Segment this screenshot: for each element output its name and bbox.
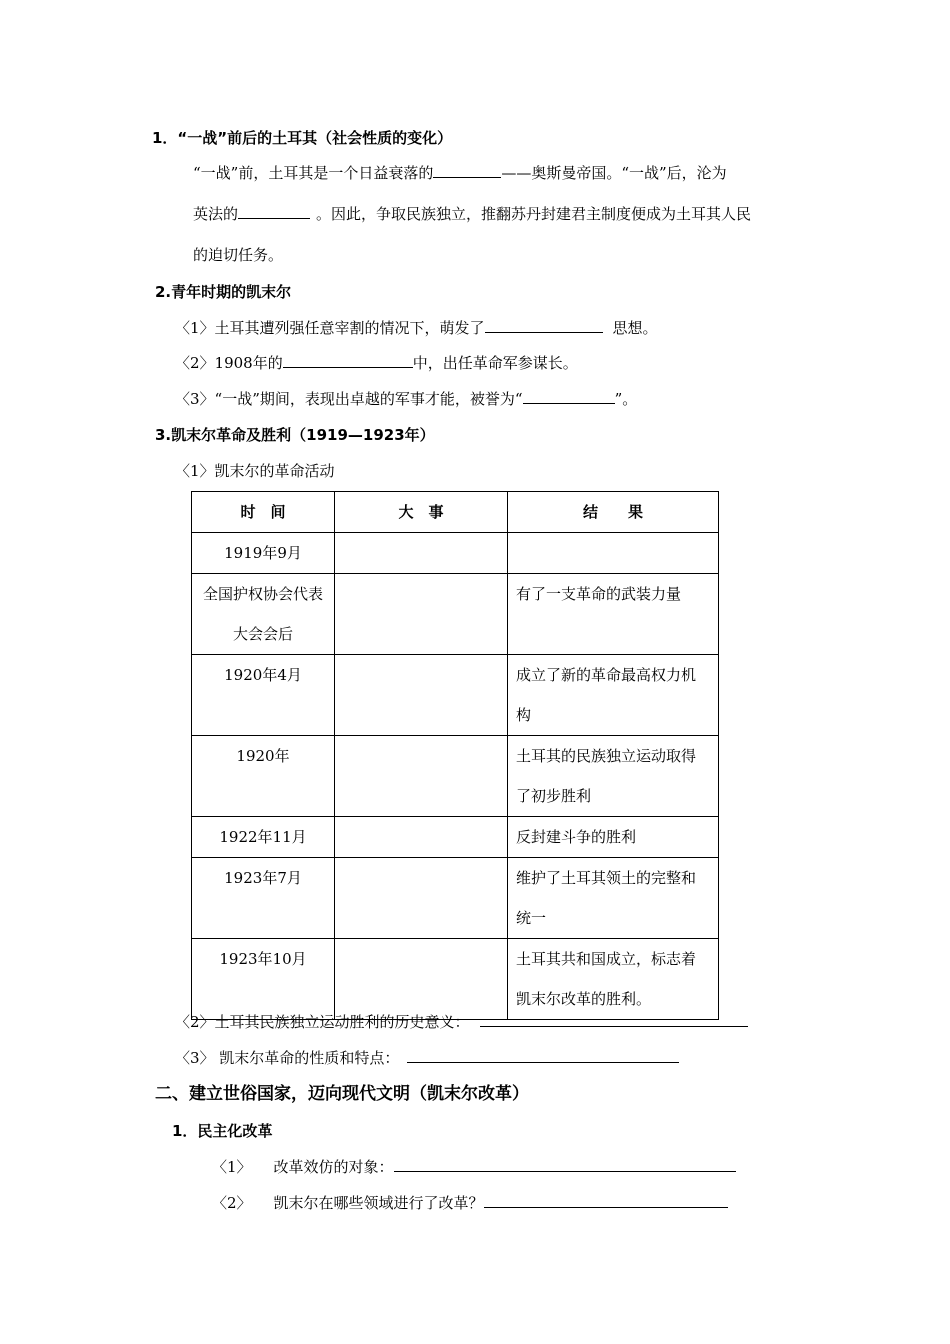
event-cell[interactable] <box>335 939 508 1020</box>
fill-blank[interactable] <box>407 1048 679 1063</box>
event-cell[interactable] <box>335 574 508 655</box>
time-cell: 1923年10月 <box>192 939 335 1020</box>
section-2-item-2 <box>175 353 578 373</box>
fill-blank[interactable] <box>480 1012 748 1027</box>
time-cell: 1923年7月 <box>192 858 335 939</box>
section-2-heading: 2.青年时期的凯末尔 <box>155 283 292 301</box>
section-3-sub-3 <box>175 1048 679 1068</box>
table-row <box>192 939 719 1020</box>
table-row <box>192 533 719 574</box>
part-2-question-2 <box>212 1193 728 1213</box>
time-cell: 1920年4月 <box>192 655 335 736</box>
text: 〈3〉“一战”期间，表现出卓越的军事才能，被誉为“ <box>175 390 523 408</box>
fill-blank[interactable] <box>433 163 501 178</box>
text: 中，出任革命军参谋长。 <box>412 354 578 372</box>
event-cell[interactable] <box>335 655 508 736</box>
result-cell: 土耳其共和国成立，标志着凯末尔改革的胜利。 <box>508 939 719 1020</box>
header-time: 时 间 <box>192 492 335 533</box>
event-cell[interactable] <box>335 858 508 939</box>
text: 英法的 <box>193 205 239 223</box>
text: 〈3〉 凯末尔革命的性质和特点： <box>175 1049 400 1067</box>
header-event: 大 事 <box>335 492 508 533</box>
result-cell: 维护了土耳其领土的完整和统一 <box>508 858 719 939</box>
table-row <box>192 736 719 817</box>
result-cell <box>508 533 719 574</box>
section-3-sub-1: 〈1〉凯末尔的革命活动 <box>175 462 335 480</box>
table-row <box>192 817 719 858</box>
event-cell[interactable] <box>335 817 508 858</box>
fill-blank[interactable] <box>484 1193 728 1208</box>
fill-blank[interactable] <box>394 1157 736 1172</box>
text: 〈2〉土耳其民族独立运动胜利的历史意义： <box>175 1013 470 1031</box>
result-cell: 反封建斗争的胜利 <box>508 817 719 858</box>
section-1-para-line-2 <box>193 204 751 224</box>
section-3-heading: 3.凯末尔革命及胜利（1919—1923年） <box>155 426 435 444</box>
table-header-row <box>192 492 719 533</box>
section-3-sub-2 <box>175 1012 748 1032</box>
time-cell: 全国护权协会代表大会会后 <box>192 574 335 655</box>
text: ”。 <box>614 390 638 408</box>
table-row <box>192 655 719 736</box>
result-cell: 成立了新的革命最高权力机构 <box>508 655 719 736</box>
table-row <box>192 858 719 939</box>
fill-blank[interactable] <box>283 353 413 368</box>
text: 改革效仿的对象： <box>273 1158 394 1176</box>
fill-blank[interactable] <box>485 318 603 333</box>
text: 〈1〉土耳其遭列强任意宰割的情况下，萌发了 <box>175 319 485 337</box>
section-2-item-1 <box>175 318 658 338</box>
text: 思想。 <box>612 319 658 337</box>
header-result: 结 果 <box>508 492 719 533</box>
text: 。因此，争取民族独立，推翻苏丹封建君主制度便成为土耳其人民 <box>316 205 752 223</box>
section-1-heading: 1．“一战”前后的土耳其（社会性质的变化） <box>152 129 453 147</box>
fill-blank[interactable] <box>523 389 615 404</box>
time-cell: 1920年 <box>192 736 335 817</box>
part-2-question-1 <box>212 1157 736 1177</box>
time-cell: 1919年9月 <box>192 533 335 574</box>
section-1-para-line-3: 的迫切任务。 <box>193 246 284 264</box>
item-number: 〈2〉 <box>212 1194 252 1212</box>
time-cell: 1922年11月 <box>192 817 335 858</box>
text: 〈2〉1908年的 <box>175 354 283 372</box>
text: ——奥斯曼帝国。“一战”后，沦为 <box>501 164 727 182</box>
event-cell[interactable] <box>335 533 508 574</box>
text: 凯末尔在哪些领域进行了改革？ <box>273 1194 484 1212</box>
revolution-events-table <box>191 491 719 1020</box>
section-1-para-line-1 <box>193 163 727 183</box>
part-2-sub-1: 1．民主化改革 <box>172 1122 273 1140</box>
part-2-heading: 二、建立世俗国家，迈向现代文明（凯末尔改革） <box>155 1084 529 1104</box>
item-number: 〈1〉 <box>212 1158 252 1176</box>
fill-blank[interactable] <box>238 204 310 219</box>
event-cell[interactable] <box>335 736 508 817</box>
table-row <box>192 574 719 655</box>
result-cell: 有了一支革命的武装力量 <box>508 574 719 655</box>
result-cell: 土耳其的民族独立运动取得了初步胜利 <box>508 736 719 817</box>
text: “一战”前，土耳其是一个日益衰落的 <box>193 164 434 182</box>
section-2-item-3 <box>175 389 637 409</box>
